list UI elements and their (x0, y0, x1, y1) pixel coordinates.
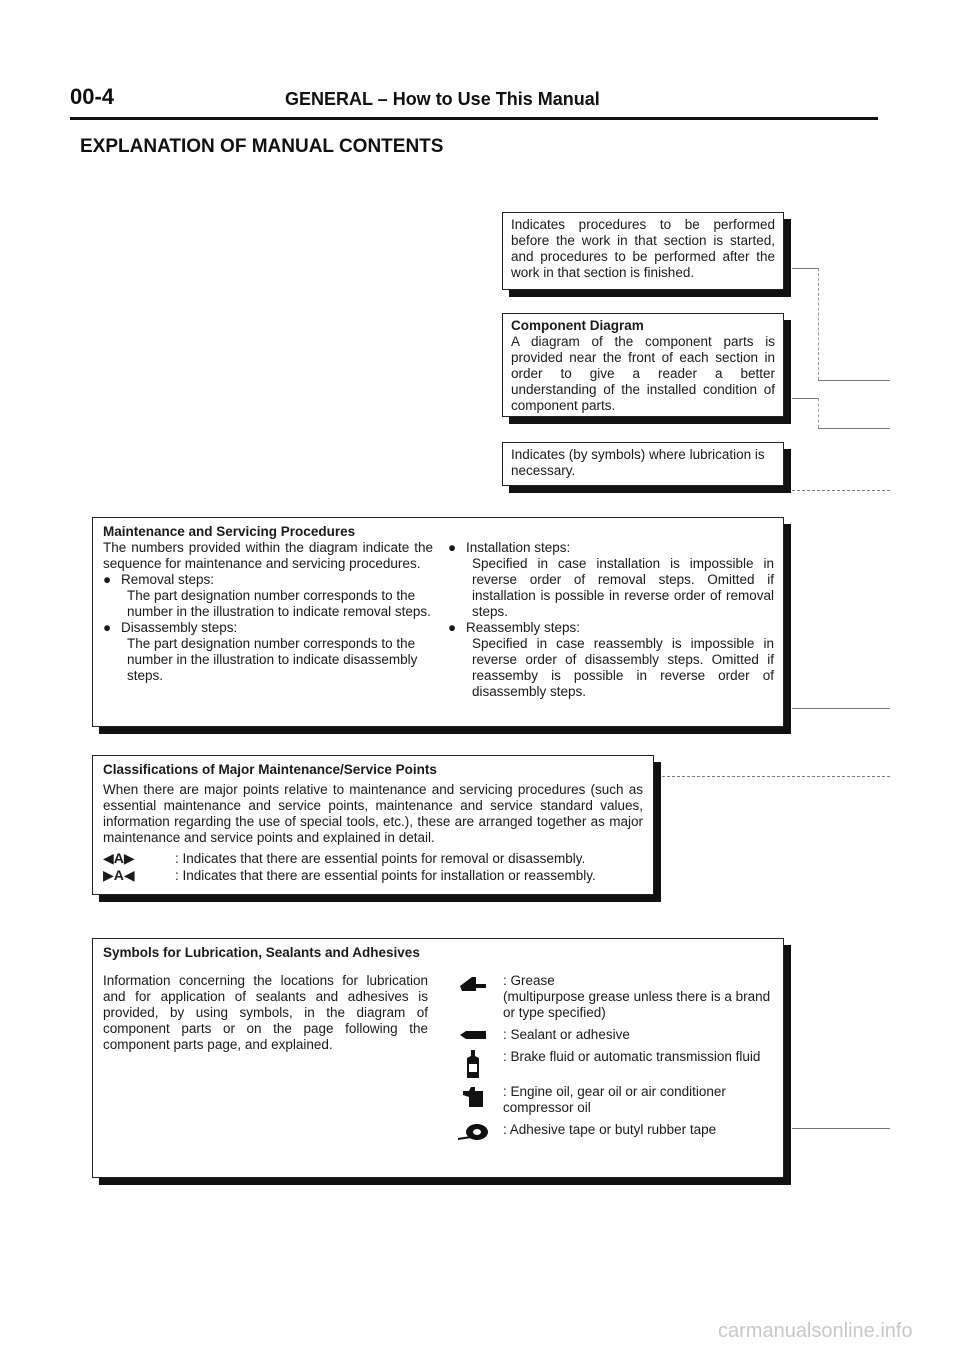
grease-note: (multipurpose grease unless there is a brand or type specified) (503, 989, 771, 1020)
lubrication-callout (502, 442, 784, 486)
leader-line (818, 268, 819, 380)
installation-steps-label: Installation steps: (466, 540, 571, 555)
removal-symbol: ◀A▶ (103, 850, 135, 866)
disassembly-steps-label: Disassembly steps: (121, 620, 238, 635)
list-item (443, 1027, 773, 1043)
list-item (103, 620, 433, 636)
classifications-callout (92, 755, 654, 895)
leader-line (662, 776, 890, 777)
brake-fluid-text: : Brake fluid or automatic transmission fluid (503, 1049, 761, 1064)
component-diagram-text: A diagram of the component parts is provided near the front of each section in order to give a reader a better understanding of the installed condition of component parts. (511, 334, 775, 413)
engine-oil-text: : Engine oil, gear oil or air conditioner compressor oil (503, 1084, 726, 1115)
tape-roll-icon (443, 1122, 503, 1141)
tape-text: : Adhesive tape or butyl rubber tape (503, 1122, 717, 1137)
list-item (443, 1049, 773, 1078)
reassembly-steps-label: Reassembly steps: (466, 620, 581, 635)
list-item (443, 1122, 773, 1141)
brake-fluid-bottle-icon (443, 1049, 503, 1078)
removal-steps-text: The part designation number corresponds to the number in the illustration to indicate removal steps. (127, 588, 431, 619)
removal-symbol-text: : Indicates that there are essential points for removal or disassembly. (175, 851, 586, 866)
installation-symbol-text: : Indicates that there are essential points for installation or reassembly. (175, 868, 596, 883)
grease-text: : Grease (503, 973, 555, 988)
symbols-intro: Information concerning the locations for lubrication and for application of sealants and adhesives is provided, by using symbols, in the diagram of component parts or on the page following the component parts page, and explained. (103, 973, 428, 1052)
leader-line (792, 490, 890, 491)
list-item (443, 973, 773, 1021)
leader-line (818, 380, 890, 381)
section-title: GENERAL – How to Use This Manual (285, 89, 600, 109)
lubrication-text: Indicates (by symbols) where lubrication is necessary. (511, 447, 765, 478)
grease-gun-icon (443, 973, 503, 1021)
bullet-icon: ● (448, 620, 457, 635)
maintenance-intro: The numbers provided within the diagram indicate the sequence for maintenance and servicing procedures. (103, 540, 433, 571)
sealant-text: : Sealant or adhesive (503, 1027, 630, 1042)
list-item (103, 850, 643, 867)
leader-line (792, 1128, 890, 1129)
symbols-title: Symbols for Lubrication, Sealants and Adhesives (103, 945, 420, 960)
component-diagram-title: Component Diagram (511, 318, 644, 333)
leader-line (818, 428, 890, 429)
classifications-title: Classifications of Major Maintenance/Service Points (103, 762, 437, 777)
leader-line (792, 398, 818, 399)
leader-line (792, 268, 818, 269)
maintenance-procedures-callout (92, 517, 784, 727)
lubrication-symbols-callout (92, 938, 784, 1178)
list-item (448, 540, 774, 556)
procedures-callout (502, 212, 784, 290)
installation-symbol: ▶A◀ (103, 867, 135, 883)
bullet-icon: ● (448, 540, 457, 555)
procedures-text: Indicates procedures to be performed before the work in that section is started, and procedures to be performed after the work in that section is finished. (511, 217, 775, 280)
header-rule (70, 117, 878, 120)
disassembly-steps-text: The part designation number corresponds to the number in the illustration to indicate disassembly steps. (127, 636, 418, 683)
list-item (103, 867, 643, 884)
sealant-tube-icon (443, 1027, 503, 1043)
leader-line (818, 398, 819, 428)
maintenance-title: Maintenance and Servicing Procedures (103, 524, 356, 539)
list-item (103, 572, 433, 588)
watermark: carmanualsonline.info (718, 1320, 913, 1342)
list-item (448, 620, 774, 636)
component-diagram-callout (502, 313, 784, 417)
page-heading: EXPLANATION OF MANUAL CONTENTS (80, 136, 444, 157)
removal-steps-label: Removal steps: (121, 572, 215, 587)
list-item (443, 1084, 773, 1116)
reassembly-steps-text: Specified in case reassembly is impossible in reverse order of disassembly steps. Omitted if reassemby is possible in reverse order of disassembly steps. (472, 636, 774, 699)
page-number: 00-4 (70, 84, 115, 109)
leader-line (792, 708, 890, 709)
bullet-icon: ● (103, 572, 112, 587)
bullet-icon: ● (103, 620, 112, 635)
oil-can-icon (443, 1084, 503, 1116)
classifications-text: When there are major points relative to maintenance and servicing procedures (such as essential maintenance and service points, maintenance and service standard values, information regarding the use of special tools, etc.), these are arranged together as major maintenance and service points and explained in detail. (103, 782, 643, 845)
installation-steps-text: Specified in case installation is impossible in reverse order of removal steps. Omitted if installation is possible in reverse order of removal steps. (472, 556, 774, 619)
